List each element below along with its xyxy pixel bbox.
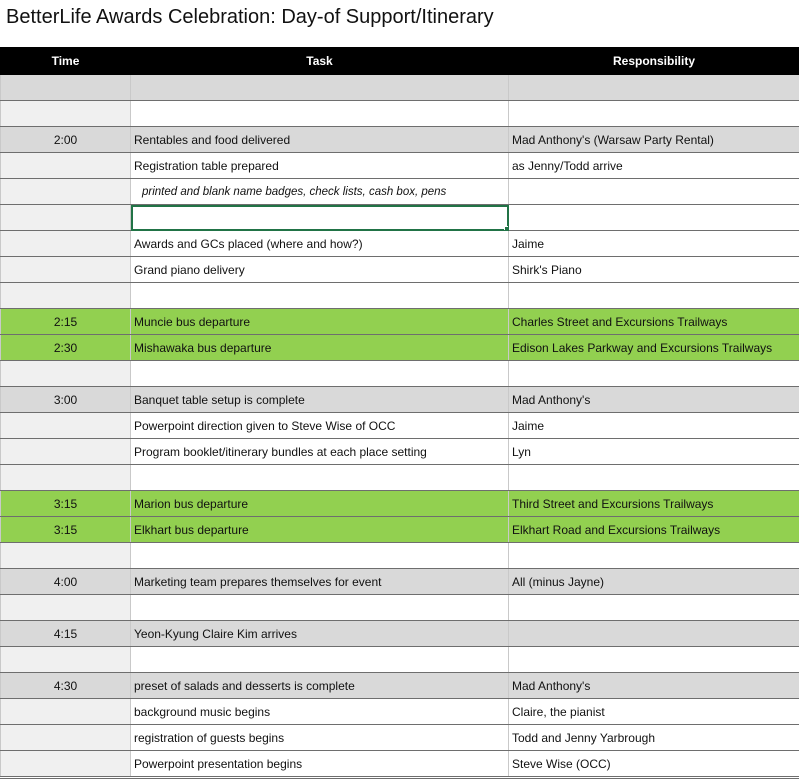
time-cell[interactable] xyxy=(1,361,131,387)
table-row xyxy=(1,413,799,439)
task-cell[interactable]: Program booklet/itinerary bundles at each place setting xyxy=(131,439,509,465)
table-row xyxy=(1,179,799,205)
time-cell[interactable]: 2:30 xyxy=(1,335,131,361)
responsibility-cell[interactable]: Shirk's Piano xyxy=(509,257,799,283)
responsibility-cell[interactable] xyxy=(509,595,799,621)
task-cell[interactable]: Elkhart bus departure xyxy=(131,517,509,543)
time-cell[interactable]: 3:00 xyxy=(1,387,131,413)
responsibility-cell[interactable]: Lyn xyxy=(509,439,799,465)
time-cell[interactable] xyxy=(1,725,131,751)
sheet-title: BetterLife Awards Celebration: Day-of Support/Itinerary xyxy=(6,6,494,28)
task-cell[interactable]: background music begins xyxy=(131,699,509,725)
table-row xyxy=(1,439,799,465)
time-cell[interactable]: 4:15 xyxy=(1,621,131,647)
responsibility-cell[interactable]: Steve Wise (OCC) xyxy=(509,751,799,777)
table-row xyxy=(1,751,799,777)
time-cell[interactable] xyxy=(1,647,131,673)
task-cell[interactable]: Marion bus departure xyxy=(131,491,509,517)
header-time[interactable]: Time xyxy=(1,48,131,75)
task-cell[interactable]: Mishawaka bus departure xyxy=(131,335,509,361)
table-row xyxy=(1,491,799,517)
responsibility-cell[interactable] xyxy=(509,621,799,647)
task-cell[interactable] xyxy=(131,647,509,673)
time-cell[interactable] xyxy=(1,153,131,179)
table-row xyxy=(1,231,799,257)
task-cell[interactable]: Awards and GCs placed (where and how?) xyxy=(131,231,509,257)
table-row xyxy=(1,387,799,413)
responsibility-cell[interactable]: Todd and Jenny Yarbrough xyxy=(509,725,799,751)
header-row xyxy=(1,48,799,75)
time-cell[interactable] xyxy=(1,465,131,491)
responsibility-cell[interactable]: as Jenny/Todd arrive xyxy=(509,153,799,179)
responsibility-cell[interactable] xyxy=(509,283,799,309)
task-cell[interactable]: registration of guests begins xyxy=(131,725,509,751)
table-row xyxy=(1,309,799,335)
table-row xyxy=(1,621,799,647)
task-cell[interactable]: Grand piano delivery xyxy=(131,257,509,283)
task-cell[interactable]: Registration table prepared xyxy=(131,153,509,179)
time-cell[interactable]: 2:00 xyxy=(1,127,131,153)
responsibility-cell[interactable] xyxy=(509,647,799,673)
task-cell[interactable]: Yeon-Kyung Claire Kim arrives xyxy=(131,621,509,647)
table-row xyxy=(1,153,799,179)
task-cell[interactable]: printed and blank name badges, check lists, cash box, pens xyxy=(131,179,509,205)
responsibility-cell[interactable] xyxy=(509,361,799,387)
time-cell[interactable] xyxy=(1,413,131,439)
table-row xyxy=(1,517,799,543)
time-cell[interactable] xyxy=(1,751,131,777)
table-row xyxy=(1,595,799,621)
task-cell[interactable]: Powerpoint presentation begins xyxy=(131,751,509,777)
task-cell[interactable] xyxy=(131,75,509,101)
time-cell[interactable] xyxy=(1,231,131,257)
time-cell[interactable]: 3:15 xyxy=(1,517,131,543)
responsibility-cell[interactable]: Claire, the pianist xyxy=(509,699,799,725)
time-cell[interactable] xyxy=(1,283,131,309)
task-cell[interactable] xyxy=(131,361,509,387)
responsibility-cell[interactable]: Jaime xyxy=(509,413,799,439)
task-cell[interactable]: preset of salads and desserts is complete xyxy=(131,673,509,699)
time-cell[interactable]: 2:15 xyxy=(1,309,131,335)
responsibility-cell[interactable]: All (minus Jayne) xyxy=(509,569,799,595)
table-row xyxy=(1,647,799,673)
table-row xyxy=(1,127,799,153)
table-row xyxy=(1,257,799,283)
table-row xyxy=(1,75,799,101)
table-row xyxy=(1,205,799,231)
responsibility-cell[interactable] xyxy=(509,179,799,205)
time-cell[interactable] xyxy=(1,179,131,205)
task-cell[interactable] xyxy=(131,101,509,127)
table-row xyxy=(1,725,799,751)
table-row xyxy=(1,335,799,361)
table-row xyxy=(1,361,799,387)
responsibility-cell[interactable] xyxy=(509,465,799,491)
itinerary-rows xyxy=(1,75,799,777)
itinerary-table xyxy=(0,47,799,777)
task-cell[interactable]: Muncie bus departure xyxy=(131,309,509,335)
table-row xyxy=(1,673,799,699)
time-cell[interactable] xyxy=(1,75,131,101)
table-row xyxy=(1,465,799,491)
responsibility-cell[interactable]: Elkhart Road and Excursions Trailways xyxy=(509,517,799,543)
time-cell[interactable] xyxy=(1,595,131,621)
time-cell[interactable] xyxy=(1,543,131,569)
responsibility-cell[interactable] xyxy=(509,205,799,231)
responsibility-cell[interactable]: Mad Anthony's (Warsaw Party Rental) xyxy=(509,127,799,153)
responsibility-cell[interactable] xyxy=(509,101,799,127)
responsibility-cell[interactable] xyxy=(509,75,799,101)
table-row xyxy=(1,283,799,309)
responsibility-cell[interactable]: Mad Anthony's xyxy=(509,673,799,699)
table-row xyxy=(1,699,799,725)
responsibility-cell[interactable]: Third Street and Excursions Trailways xyxy=(509,491,799,517)
task-cell[interactable]: Banquet table setup is complete xyxy=(131,387,509,413)
table-row xyxy=(1,101,799,127)
task-cell[interactable] xyxy=(131,205,509,231)
table-row xyxy=(1,543,799,569)
time-cell[interactable]: 4:00 xyxy=(1,569,131,595)
time-cell[interactable]: 3:15 xyxy=(1,491,131,517)
responsibility-cell[interactable]: Charles Street and Excursions Trailways xyxy=(509,309,799,335)
header-task[interactable]: Task xyxy=(131,48,509,75)
task-cell[interactable] xyxy=(131,595,509,621)
time-cell[interactable] xyxy=(1,439,131,465)
time-cell[interactable] xyxy=(1,257,131,283)
responsibility-cell[interactable]: Mad Anthony's xyxy=(509,387,799,413)
time-cell[interactable] xyxy=(1,101,131,127)
responsibility-cell[interactable]: Edison Lakes Parkway and Excursions Trailways xyxy=(509,335,799,361)
responsibility-cell[interactable]: Jaime xyxy=(509,231,799,257)
task-cell[interactable] xyxy=(131,283,509,309)
responsibility-cell[interactable] xyxy=(509,543,799,569)
time-cell[interactable] xyxy=(1,699,131,725)
task-cell[interactable] xyxy=(131,465,509,491)
task-cell[interactable] xyxy=(131,543,509,569)
task-cell[interactable]: Marketing team prepares themselves for event xyxy=(131,569,509,595)
task-cell[interactable]: Rentables and food delivered xyxy=(131,127,509,153)
task-cell[interactable]: Powerpoint direction given to Steve Wise of OCC xyxy=(131,413,509,439)
header-responsibility[interactable]: Responsibility xyxy=(509,48,799,75)
table-row xyxy=(1,569,799,595)
time-cell[interactable]: 4:30 xyxy=(1,673,131,699)
time-cell[interactable] xyxy=(1,205,131,231)
